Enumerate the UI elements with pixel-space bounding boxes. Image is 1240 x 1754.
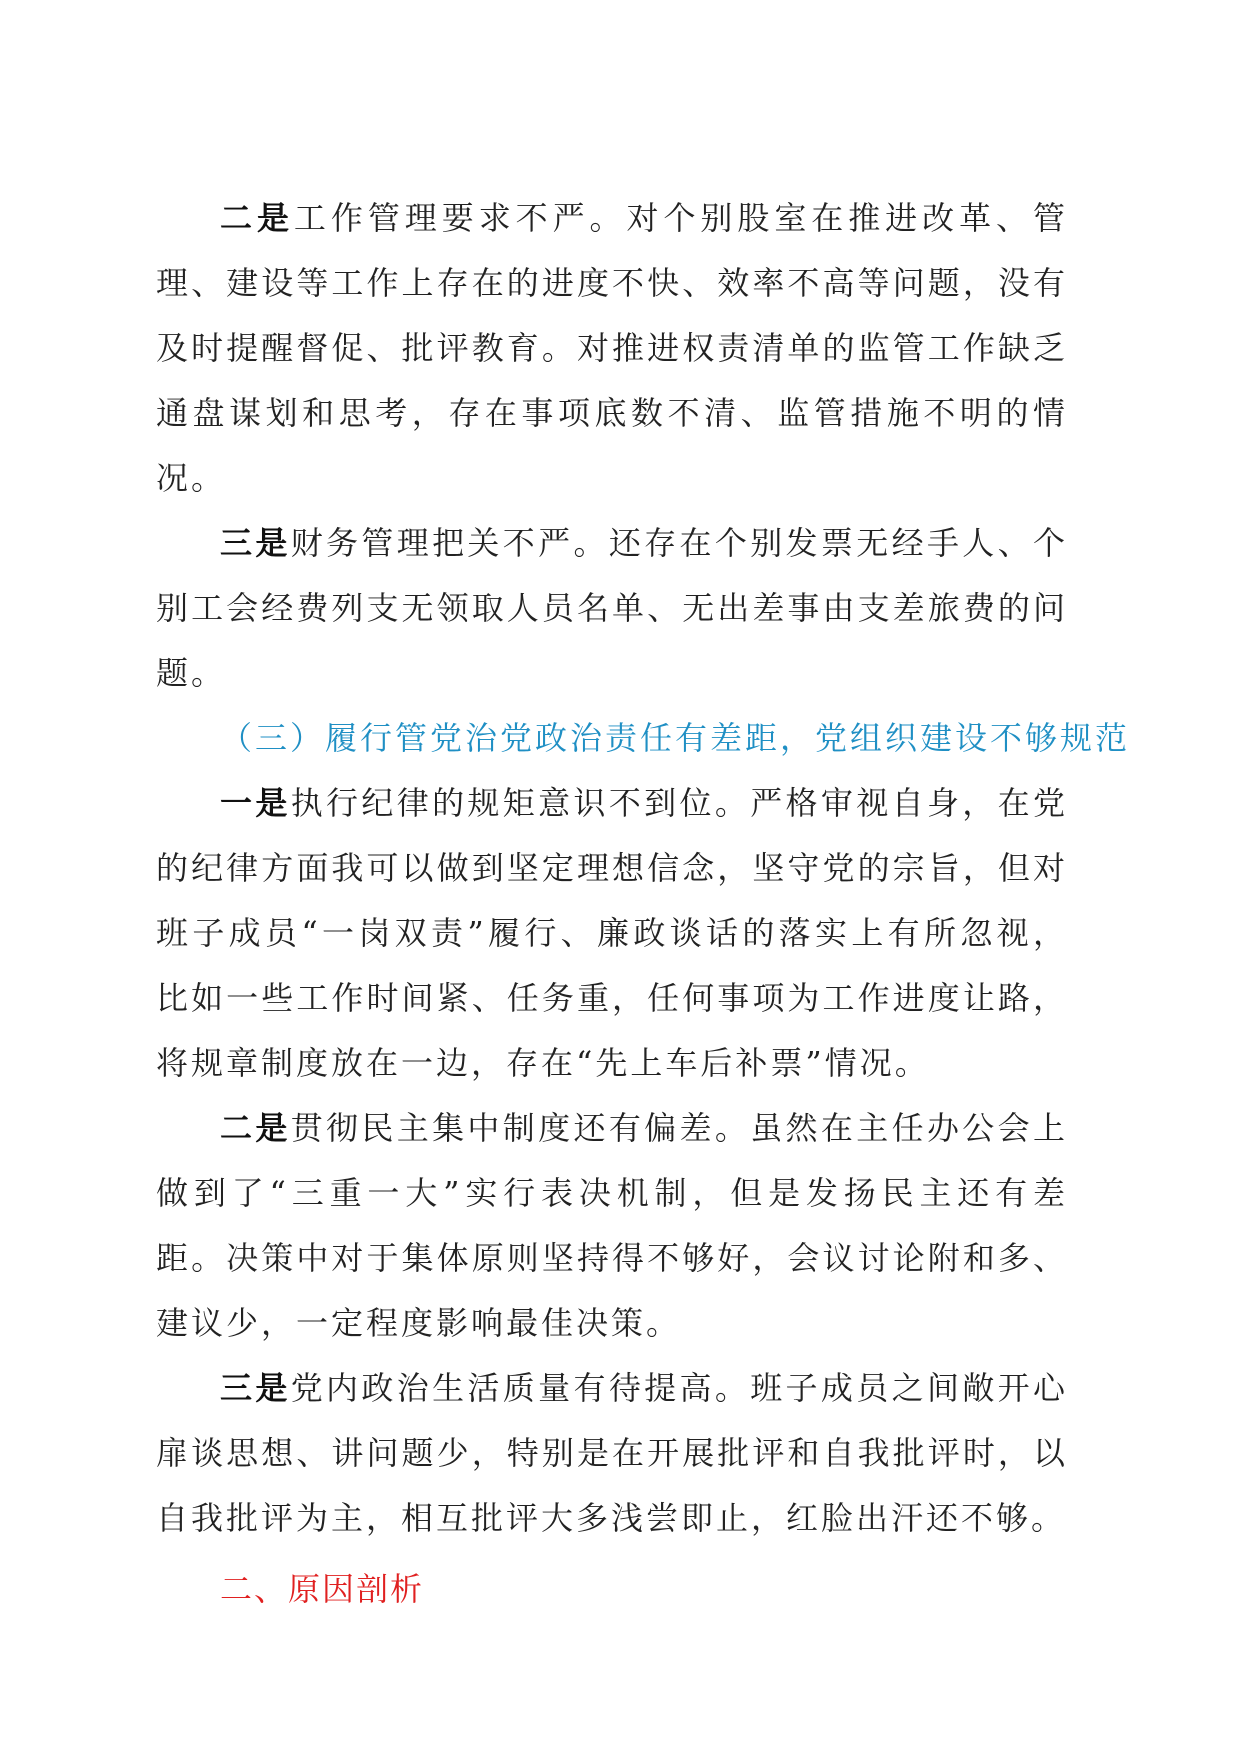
paragraph-lead: 一是 <box>220 784 291 822</box>
paragraph-text: 财务管理把关不严。还存在个别发票无经手人、个别工会经费列支无领取人员名单、无出差事由支差旅费的问题。 <box>156 524 1068 692</box>
paragraph-text: 党内政治生活质量有待提高。班子成员之间敞开心扉谈思想、讲问题少，特别是在开展批评和自我批评时，以自我批评为主，相互批评大多浅尝即止，红脸出汗还不够。 <box>156 1369 1068 1537</box>
paragraph-lead: 二是 <box>220 199 294 237</box>
subsection-heading: （三）履行管党治党政治责任有差距，党组织建设不够规范 <box>220 719 1131 757</box>
paragraph-lead: 三是 <box>220 1369 291 1407</box>
paragraph-political-life <box>156 1356 1068 1551</box>
section-heading: 二、原因剖析 <box>220 1570 425 1608</box>
paragraph-discipline <box>156 771 1068 1096</box>
paragraph-work-management <box>156 186 1068 511</box>
paragraph-financial-management <box>156 511 1068 706</box>
paragraph-text: 执行纪律的规矩意识不到位。严格审视自身，在党的纪律方面我可以做到坚定理想信念，坚守党的宗旨，但对班子成员“一岗双责”履行、廉政谈话的落实上有所忽视，比如一些工作时间紧、任务重，任何事项为工作进度让路，将规章制度放在一边，存在“先上车后补票”情况。 <box>156 784 1068 1082</box>
paragraph-text: 工作管理要求不严。对个别股室在推进改革、管理、建设等工作上存在的进度不快、效率不高等问题，没有及时提醒督促、批评教育。对推进权责清单的监管工作缺乏通盘谋划和思考，存在事项底数不清、监管措施不明的情况。 <box>156 199 1068 497</box>
paragraph-democratic-centralism <box>156 1096 1068 1356</box>
document-body <box>156 186 1131 1622</box>
paragraph-text: 贯彻民主集中制度还有偏差。虽然在主任办公会上做到了“三重一大”实行表决机制，但是发扬民主还有差距。决策中对于集体原则坚持得不够好，会议讨论附和多、建议少，一定程度影响最佳决策。 <box>156 1109 1068 1342</box>
paragraph-lead: 三是 <box>220 524 291 562</box>
paragraph-lead: 二是 <box>220 1109 291 1147</box>
